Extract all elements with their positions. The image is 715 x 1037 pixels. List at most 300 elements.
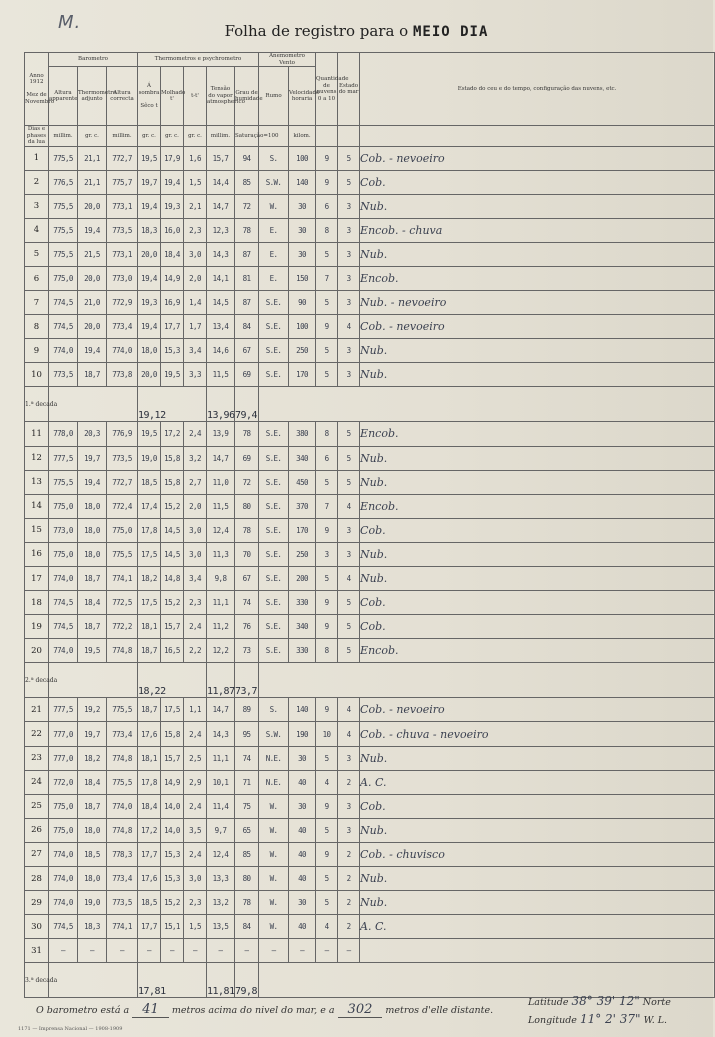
day-row <box>25 639 715 663</box>
cell-tens: 11,5 <box>207 363 235 387</box>
cell-hum: 70 <box>235 542 259 566</box>
cell-nuv: 9 <box>316 518 338 542</box>
cell-estado: Encob. - chuva <box>360 218 715 242</box>
cell-nuv: 9 <box>316 591 338 615</box>
cell-seco: 17,4 <box>138 494 161 518</box>
cell-estado: Nub. <box>360 542 715 566</box>
cell-mar: 2 <box>338 867 360 891</box>
cell-alt-ap: 777,0 <box>49 746 78 770</box>
cell-seco: 17,5 <box>138 591 161 615</box>
cell-rumo: S.E. <box>259 567 289 591</box>
cell-day: 12 <box>25 446 49 470</box>
cell-vel: 40 <box>289 818 316 842</box>
cell-nuv: 5 <box>316 818 338 842</box>
cell-mar: 3 <box>338 194 360 218</box>
cell-alt-cor: 772,4 <box>107 494 138 518</box>
cell-mar: 5 <box>338 170 360 194</box>
decade-blank <box>49 663 138 698</box>
barometer-altitude: 41 <box>132 1002 169 1018</box>
cell-th-adj: 19,7 <box>78 722 107 746</box>
cell-vel: 30 <box>289 242 316 266</box>
unit-estado <box>360 126 715 147</box>
cell-alt-cor: 773,5 <box>107 446 138 470</box>
cell-alt-cor: 775,5 <box>107 542 138 566</box>
day-row <box>25 842 715 866</box>
cell-diff: 2,4 <box>184 842 207 866</box>
cell-day: 10 <box>25 363 49 387</box>
day-row <box>25 315 715 339</box>
header-estado-mar: Estado do mar <box>338 53 360 126</box>
cell-vel: 450 <box>289 470 316 494</box>
cell-nuv: 5 <box>316 242 338 266</box>
day-row <box>25 939 715 963</box>
cell-rumo: S.W. <box>259 722 289 746</box>
header-thermometro-adjunto: Thermometro adjunto <box>78 67 107 126</box>
cell-mar: 5 <box>338 470 360 494</box>
cell-nuv: 8 <box>316 639 338 663</box>
cell-estado: Encob. <box>360 494 715 518</box>
unit-alt-ap: millim. <box>49 126 78 147</box>
cell-diff: 2,1 <box>184 194 207 218</box>
cell-vel: 40 <box>289 867 316 891</box>
cell-rumo: S.E. <box>259 422 289 446</box>
barometer-note: O barometro está a 41 metros acima do nivel do mar, e a 302 metros d'elle distante. <box>36 1002 494 1017</box>
cell-th-adj: 19,5 <box>78 639 107 663</box>
cell-alt-cor: 773,4 <box>107 722 138 746</box>
cell-diff: 2,4 <box>184 422 207 446</box>
cell-seco: — <box>138 939 161 963</box>
cell-mol: 15,7 <box>161 746 184 770</box>
cell-nuv: 9 <box>316 698 338 722</box>
cell-rumo: E. <box>259 242 289 266</box>
title-emphasis: MEIO DIA <box>412 24 489 40</box>
day-row <box>25 446 715 470</box>
cell-estado: A. C. <box>360 915 715 939</box>
day-row <box>25 170 715 194</box>
cell-diff: 1,4 <box>184 291 207 315</box>
cell-rumo: E. <box>259 218 289 242</box>
cell-tens: 10,1 <box>207 770 235 794</box>
decade-label: 3.ª decada <box>25 963 49 998</box>
cell-alt-cor: 773,1 <box>107 242 138 266</box>
cell-rumo: S.E. <box>259 542 289 566</box>
day-row <box>25 518 715 542</box>
cell-diff: 2,3 <box>184 591 207 615</box>
cell-alt-ap: 777,0 <box>49 722 78 746</box>
cell-day: 28 <box>25 867 49 891</box>
cell-tens: 9,8 <box>207 567 235 591</box>
cell-diff: 2,3 <box>184 891 207 915</box>
cell-alt-ap: 775,0 <box>49 494 78 518</box>
cell-rumo: W. <box>259 891 289 915</box>
cell-rumo: S.E. <box>259 591 289 615</box>
cell-diff: — <box>184 939 207 963</box>
cell-diff: 1,7 <box>184 315 207 339</box>
cell-diff: 3,0 <box>184 542 207 566</box>
cell-vel: 370 <box>289 494 316 518</box>
cell-hum: 85 <box>235 842 259 866</box>
cell-hum: 87 <box>235 291 259 315</box>
cell-mol: 14,0 <box>161 794 184 818</box>
cell-tens: 14,1 <box>207 266 235 290</box>
cell-seco: 19,3 <box>138 291 161 315</box>
cell-alt-ap: 774,5 <box>49 291 78 315</box>
cell-alt-cor: 773,4 <box>107 867 138 891</box>
cell-rumo: S.E. <box>259 639 289 663</box>
cell-diff: 3,0 <box>184 518 207 542</box>
cell-rumo: S.E. <box>259 470 289 494</box>
cell-vel: 340 <box>289 615 316 639</box>
cell-alt-cor: 775,7 <box>107 170 138 194</box>
cell-estado: Cob. - nevoeiro <box>360 146 715 170</box>
unit-mol: gr. c. <box>161 126 184 147</box>
observation-table <box>24 52 715 998</box>
cell-hum: 75 <box>235 794 259 818</box>
cell-alt-ap: 775,5 <box>49 242 78 266</box>
day-row <box>25 770 715 794</box>
cell-day: 16 <box>25 542 49 566</box>
cell-hum: 84 <box>235 315 259 339</box>
day-row <box>25 891 715 915</box>
day-row <box>25 339 715 363</box>
cell-mol: 14,9 <box>161 266 184 290</box>
header-altura-correcta: Altura correcta <box>107 67 138 126</box>
cell-tens: 14,7 <box>207 194 235 218</box>
cell-day: 2 <box>25 170 49 194</box>
header-velocidade: Velocidade horaria <box>289 67 316 126</box>
page-title <box>0 22 713 40</box>
cell-seco: 17,7 <box>138 915 161 939</box>
cell-alt-ap: 773,5 <box>49 363 78 387</box>
cell-alt-ap: 774,0 <box>49 891 78 915</box>
cell-alt-cor: 772,2 <box>107 615 138 639</box>
cell-mar: 4 <box>338 567 360 591</box>
cell-tens: 9,7 <box>207 818 235 842</box>
cell-mar: 2 <box>338 915 360 939</box>
cell-mar: 5 <box>338 146 360 170</box>
cell-alt-ap: 776,5 <box>49 170 78 194</box>
cell-tens: 14,7 <box>207 698 235 722</box>
cell-estado: Encob. <box>360 639 715 663</box>
cell-estado: Nub. <box>360 818 715 842</box>
cell-nuv: 6 <box>316 446 338 470</box>
cell-alt-cor: 773,0 <box>107 266 138 290</box>
header-rumo: Rumo <box>259 67 289 126</box>
unit-tens: millim. <box>207 126 235 147</box>
cell-mar: — <box>338 939 360 963</box>
cell-seco: 17,6 <box>138 867 161 891</box>
cell-hum: 72 <box>235 470 259 494</box>
cell-vel: 150 <box>289 266 316 290</box>
cell-hum: 89 <box>235 698 259 722</box>
cell-alt-ap: 775,5 <box>49 218 78 242</box>
day-row <box>25 746 715 770</box>
cell-rumo: W. <box>259 194 289 218</box>
cell-th-adj: 19,4 <box>78 218 107 242</box>
cell-vel: 340 <box>289 446 316 470</box>
cell-day: 5 <box>25 242 49 266</box>
cell-diff: 3,0 <box>184 867 207 891</box>
cell-mol: 15,1 <box>161 915 184 939</box>
cell-hum: 67 <box>235 339 259 363</box>
cell-mol: 17,2 <box>161 422 184 446</box>
cell-th-adj: 21,1 <box>78 146 107 170</box>
cell-alt-cor: 778,3 <box>107 842 138 866</box>
cell-alt-cor: 774,8 <box>107 746 138 770</box>
cell-rumo: W. <box>259 915 289 939</box>
cell-mol: 17,7 <box>161 315 184 339</box>
cell-hum: 78 <box>235 218 259 242</box>
cell-estado: Nub. - nevoeiro <box>360 291 715 315</box>
day-row <box>25 291 715 315</box>
unit-hum: Saturação=100 <box>235 126 259 147</box>
cell-th-adj: 18,2 <box>78 746 107 770</box>
cell-rumo: S.E. <box>259 518 289 542</box>
cell-tens: 13,5 <box>207 915 235 939</box>
cell-day: 26 <box>25 818 49 842</box>
cell-tens: 13,3 <box>207 867 235 891</box>
cell-mar: 3 <box>338 218 360 242</box>
cell-seco: 18,1 <box>138 615 161 639</box>
cell-hum: 73 <box>235 639 259 663</box>
day-row <box>25 794 715 818</box>
cell-th-adj: 21,1 <box>78 170 107 194</box>
cell-vel: 30 <box>289 746 316 770</box>
header-altura-apparente: Altura apparente <box>49 67 78 126</box>
cell-nuv: 9 <box>316 146 338 170</box>
cell-vel: 170 <box>289 518 316 542</box>
cell-estado: Encob. <box>360 422 715 446</box>
decade-summary-row <box>25 663 715 698</box>
cell-mol: 16,9 <box>161 291 184 315</box>
cell-vel: 100 <box>289 315 316 339</box>
cell-hum: 69 <box>235 363 259 387</box>
cell-hum: 85 <box>235 170 259 194</box>
unit-nuv <box>316 126 338 147</box>
cell-th-adj: 18,0 <box>78 518 107 542</box>
cell-rumo: W. <box>259 842 289 866</box>
cell-diff: 3,3 <box>184 363 207 387</box>
cell-th-adj: 21,0 <box>78 291 107 315</box>
cell-diff: 2,9 <box>184 770 207 794</box>
cell-day: 21 <box>25 698 49 722</box>
cell-seco: 19,4 <box>138 315 161 339</box>
cell-day: 15 <box>25 518 49 542</box>
cell-mol: 14,5 <box>161 542 184 566</box>
cell-th-adj: 18,4 <box>78 591 107 615</box>
cell-diff: 2,3 <box>184 218 207 242</box>
cell-alt-cor: 772,5 <box>107 591 138 615</box>
cell-day: 3 <box>25 194 49 218</box>
cell-seco: 17,2 <box>138 818 161 842</box>
cell-estado: Cob. <box>360 591 715 615</box>
barometer-distance: 302 <box>338 1002 383 1018</box>
cell-mol: 14,8 <box>161 567 184 591</box>
cell-nuv: — <box>316 939 338 963</box>
cell-alt-cor: 774,0 <box>107 794 138 818</box>
cell-nuv: 5 <box>316 567 338 591</box>
cell-tens: 14,3 <box>207 242 235 266</box>
cell-th-adj: 21,5 <box>78 242 107 266</box>
cell-hum: 80 <box>235 494 259 518</box>
longitude-line: Longitude 11° 2' 37" W. L. <box>528 1012 668 1026</box>
cell-rumo: S.E. <box>259 291 289 315</box>
cell-mar: 3 <box>338 746 360 770</box>
cell-nuv: 9 <box>316 842 338 866</box>
cell-seco: 19,0 <box>138 446 161 470</box>
cell-hum: 94 <box>235 146 259 170</box>
decade-avg-temperature: 17,81 <box>138 963 207 998</box>
cell-nuv: 9 <box>316 170 338 194</box>
cell-tens: 14,7 <box>207 446 235 470</box>
cell-seco: 18,5 <box>138 891 161 915</box>
cell-alt-cor: 774,8 <box>107 818 138 842</box>
coordinates <box>528 993 671 1029</box>
cell-th-adj: 18,7 <box>78 794 107 818</box>
header-anno-mez: Anno 1912 Mez de Novembro <box>25 53 49 126</box>
cell-mol: 19,3 <box>161 194 184 218</box>
cell-tens: — <box>207 939 235 963</box>
cell-nuv: 10 <box>316 722 338 746</box>
cell-alt-cor: 773,4 <box>107 315 138 339</box>
cell-hum: 71 <box>235 770 259 794</box>
day-row <box>25 591 715 615</box>
cell-hum: 95 <box>235 722 259 746</box>
cell-estado: Nub. <box>360 363 715 387</box>
cell-day: 31 <box>25 939 49 963</box>
cell-nuv: 7 <box>316 266 338 290</box>
cell-seco: 18,2 <box>138 567 161 591</box>
cell-day: 8 <box>25 315 49 339</box>
cell-estado: Nub. <box>360 746 715 770</box>
cell-estado: Nub. <box>360 470 715 494</box>
day-row <box>25 146 715 170</box>
cell-th-adj: 18,3 <box>78 915 107 939</box>
corner-handwritten-note: M. <box>58 12 82 33</box>
cell-nuv: 6 <box>316 194 338 218</box>
cell-alt-cor: 773,8 <box>107 363 138 387</box>
cell-vel: 190 <box>289 722 316 746</box>
cell-mol: 17,5 <box>161 698 184 722</box>
cell-vel: 140 <box>289 698 316 722</box>
day-row <box>25 218 715 242</box>
cell-alt-cor: 773,1 <box>107 194 138 218</box>
cell-mar: 3 <box>338 291 360 315</box>
cell-hum: 74 <box>235 591 259 615</box>
cell-day: 17 <box>25 567 49 591</box>
cell-mar: 4 <box>338 698 360 722</box>
day-row <box>25 542 715 566</box>
cell-seco: 19,4 <box>138 194 161 218</box>
cell-th-adj: 20,0 <box>78 315 107 339</box>
decade-avg-temperature: 18,22 <box>138 663 207 698</box>
cell-diff: 2,4 <box>184 615 207 639</box>
cell-seco: 17,8 <box>138 518 161 542</box>
cell-alt-ap: 774,0 <box>49 567 78 591</box>
cell-rumo: — <box>259 939 289 963</box>
cell-hum: — <box>235 939 259 963</box>
cell-diff: 1,5 <box>184 915 207 939</box>
cell-vel: 40 <box>289 770 316 794</box>
cell-th-adj: 18,0 <box>78 542 107 566</box>
cell-mar: 3 <box>338 242 360 266</box>
cell-th-adj: 20,0 <box>78 194 107 218</box>
cell-mar: 2 <box>338 770 360 794</box>
cell-hum: 65 <box>235 818 259 842</box>
cell-tens: 14,5 <box>207 291 235 315</box>
cell-day: 18 <box>25 591 49 615</box>
cell-seco: 17,5 <box>138 542 161 566</box>
cell-alt-cor: 776,9 <box>107 422 138 446</box>
cell-alt-ap: 775,5 <box>49 146 78 170</box>
cell-day: 27 <box>25 842 49 866</box>
unit-diff: gr. c. <box>184 126 207 147</box>
cell-vel: 90 <box>289 291 316 315</box>
cell-tens: 12,2 <box>207 639 235 663</box>
cell-mol: 15,7 <box>161 615 184 639</box>
cell-th-adj: 18,7 <box>78 615 107 639</box>
cell-th-adj: 18,0 <box>78 818 107 842</box>
cell-mar: 3 <box>338 339 360 363</box>
decade-avg-vapor: 13,96 <box>207 387 235 422</box>
cell-estado: Nub. <box>360 446 715 470</box>
header-estado-ceu: Estado do ceu e do tempo, configuração das nuvens, etc. <box>360 53 715 126</box>
cell-th-adj: 19,0 <box>78 891 107 915</box>
cell-rumo: S. <box>259 698 289 722</box>
cell-nuv: 4 <box>316 915 338 939</box>
cell-hum: 78 <box>235 891 259 915</box>
header-quantidade-nuvens: Quantidade de nuvens 0 a 10 <box>316 53 338 126</box>
cell-day: 19 <box>25 615 49 639</box>
cell-mol: 15,8 <box>161 722 184 746</box>
cell-seco: 18,5 <box>138 470 161 494</box>
cell-day: 6 <box>25 266 49 290</box>
cell-rumo: W. <box>259 867 289 891</box>
cell-rumo: S.E. <box>259 494 289 518</box>
cell-tens: 13,9 <box>207 422 235 446</box>
cell-hum: 78 <box>235 422 259 446</box>
decade-label: 1.ª decada <box>25 387 49 422</box>
cell-vel: 330 <box>289 591 316 615</box>
cell-estado: Nub. <box>360 567 715 591</box>
cell-vel: 30 <box>289 194 316 218</box>
cell-tens: 14,6 <box>207 339 235 363</box>
cell-rumo: S.W. <box>259 170 289 194</box>
day-row <box>25 422 715 446</box>
cell-seco: 17,8 <box>138 770 161 794</box>
cell-alt-ap: 774,0 <box>49 867 78 891</box>
cell-alt-cor: 773,5 <box>107 891 138 915</box>
cell-tens: 11,3 <box>207 542 235 566</box>
cell-estado: Cob. - nevoeiro <box>360 315 715 339</box>
cell-th-adj: 19,4 <box>78 470 107 494</box>
unit-alt-cor: millim. <box>107 126 138 147</box>
cell-diff: 2,5 <box>184 746 207 770</box>
cell-estado: Cob. <box>360 615 715 639</box>
decade-avg-humidity: 79,4 <box>235 387 259 422</box>
cell-alt-ap: 774,5 <box>49 591 78 615</box>
cell-seco: 20,0 <box>138 363 161 387</box>
imprint-line: 1171 — Imprensa Nacional — 1908-1909 <box>18 1026 123 1032</box>
cell-mar: 3 <box>338 266 360 290</box>
cell-mar: 4 <box>338 722 360 746</box>
cell-th-adj: 19,7 <box>78 446 107 470</box>
cell-alt-cor: 775,5 <box>107 698 138 722</box>
cell-day: 22 <box>25 722 49 746</box>
day-row <box>25 818 715 842</box>
cell-diff: 3,5 <box>184 818 207 842</box>
cell-day: 11 <box>25 422 49 446</box>
